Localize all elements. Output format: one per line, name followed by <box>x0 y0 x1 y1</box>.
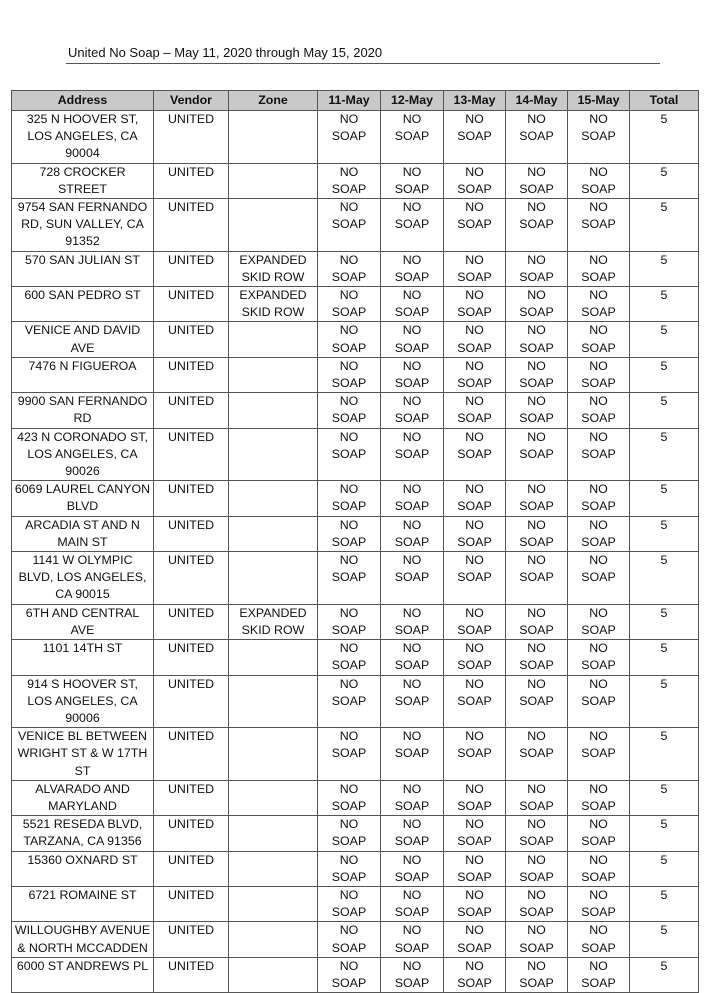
day-11-may-cell: NO SOAP <box>318 851 381 886</box>
total-cell: 5 <box>630 163 699 198</box>
header-zone: Zone <box>229 91 318 111</box>
table-row <box>12 780 699 815</box>
table-row <box>12 886 699 921</box>
address-cell: 914 S HOOVER ST, LOS ANGELES, CA 90006 <box>12 675 154 728</box>
zone-cell <box>229 957 318 992</box>
title-underline <box>66 63 660 64</box>
zone-cell <box>229 640 318 675</box>
total-cell: 5 <box>630 780 699 815</box>
day-15-may-cell: NO SOAP <box>568 111 630 164</box>
zone-cell <box>229 816 318 851</box>
total-cell: 5 <box>630 640 699 675</box>
day-15-may-cell: NO SOAP <box>568 604 630 639</box>
day-14-may-cell: NO SOAP <box>506 357 568 392</box>
address-cell: 15360 OXNARD ST <box>12 851 154 886</box>
day-12-may-cell: NO SOAP <box>381 640 444 675</box>
day-13-may-cell: NO SOAP <box>444 728 506 781</box>
day-13-may-cell: NO SOAP <box>444 199 506 252</box>
table-row <box>12 640 699 675</box>
day-11-may-cell: NO SOAP <box>318 393 381 428</box>
table-row <box>12 428 699 481</box>
table-row <box>12 481 699 516</box>
address-cell: 423 N CORONADO ST, LOS ANGELES, CA 90026 <box>12 428 154 481</box>
table-header-row <box>12 91 699 111</box>
day-15-may-cell: NO SOAP <box>568 428 630 481</box>
vendor-cell: UNITED <box>154 163 229 198</box>
zone-cell <box>229 728 318 781</box>
day-14-may-cell: NO SOAP <box>506 111 568 164</box>
day-13-may-cell: NO SOAP <box>444 357 506 392</box>
total-cell: 5 <box>630 886 699 921</box>
address-cell: 570 SAN JULIAN ST <box>12 251 154 286</box>
day-11-may-cell: NO SOAP <box>318 604 381 639</box>
zone-cell: EXPANDED SKID ROW <box>229 604 318 639</box>
day-14-may-cell: NO SOAP <box>506 428 568 481</box>
day-14-may-cell: NO SOAP <box>506 957 568 992</box>
day-15-may-cell: NO SOAP <box>568 287 630 322</box>
day-15-may-cell: NO SOAP <box>568 640 630 675</box>
day-13-may-cell: NO SOAP <box>444 251 506 286</box>
total-cell: 5 <box>630 957 699 992</box>
day-15-may-cell: NO SOAP <box>568 357 630 392</box>
day-15-may-cell: NO SOAP <box>568 481 630 516</box>
vendor-cell: UNITED <box>154 251 229 286</box>
table-row <box>12 393 699 428</box>
day-14-may-cell: NO SOAP <box>506 481 568 516</box>
table-row <box>12 957 699 992</box>
header-11-may: 11-May <box>318 91 381 111</box>
day-15-may-cell: NO SOAP <box>568 675 630 728</box>
zone-cell <box>229 886 318 921</box>
day-14-may-cell: NO SOAP <box>506 604 568 639</box>
day-13-may-cell: NO SOAP <box>444 322 506 357</box>
total-cell: 5 <box>630 516 699 551</box>
day-13-may-cell: NO SOAP <box>444 886 506 921</box>
day-12-may-cell: NO SOAP <box>381 322 444 357</box>
header-14-may: 14-May <box>506 91 568 111</box>
address-cell: WILLOUGHBY AVENUE & NORTH MCCADDEN <box>12 922 154 957</box>
table-row <box>12 516 699 551</box>
day-12-may-cell: NO SOAP <box>381 728 444 781</box>
zone-cell <box>229 552 318 605</box>
day-12-may-cell: NO SOAP <box>381 393 444 428</box>
table-body <box>12 111 699 993</box>
day-12-may-cell: NO SOAP <box>381 851 444 886</box>
day-15-may-cell: NO SOAP <box>568 957 630 992</box>
address-cell: VENICE AND DAVID AVE <box>12 322 154 357</box>
day-11-may-cell: NO SOAP <box>318 428 381 481</box>
day-11-may-cell: NO SOAP <box>318 552 381 605</box>
vendor-cell: UNITED <box>154 393 229 428</box>
day-12-may-cell: NO SOAP <box>381 428 444 481</box>
day-15-may-cell: NO SOAP <box>568 780 630 815</box>
vendor-cell: UNITED <box>154 516 229 551</box>
day-11-may-cell: NO SOAP <box>318 322 381 357</box>
table-row <box>12 357 699 392</box>
header-vendor: Vendor <box>154 91 229 111</box>
day-14-may-cell: NO SOAP <box>506 163 568 198</box>
zone-cell <box>229 922 318 957</box>
zone-cell: EXPANDED SKID ROW <box>229 287 318 322</box>
day-13-may-cell: NO SOAP <box>444 163 506 198</box>
address-cell: 9900 SAN FERNANDO RD <box>12 393 154 428</box>
header-13-may: 13-May <box>444 91 506 111</box>
address-cell: VENICE BL BETWEEN WRIGHT ST & W 17TH ST <box>12 728 154 781</box>
zone-cell <box>229 199 318 252</box>
address-cell: ARCADIA ST AND N MAIN ST <box>12 516 154 551</box>
day-13-may-cell: NO SOAP <box>444 481 506 516</box>
day-11-may-cell: NO SOAP <box>318 728 381 781</box>
day-15-may-cell: NO SOAP <box>568 728 630 781</box>
day-12-may-cell: NO SOAP <box>381 199 444 252</box>
day-11-may-cell: NO SOAP <box>318 199 381 252</box>
address-cell: 1101 14TH ST <box>12 640 154 675</box>
day-12-may-cell: NO SOAP <box>381 163 444 198</box>
day-13-may-cell: NO SOAP <box>444 552 506 605</box>
total-cell: 5 <box>630 322 699 357</box>
zone-cell: EXPANDED SKID ROW <box>229 251 318 286</box>
vendor-cell: UNITED <box>154 481 229 516</box>
table-row <box>12 675 699 728</box>
day-11-may-cell: NO SOAP <box>318 675 381 728</box>
address-cell: 6000 ST ANDREWS PL <box>12 957 154 992</box>
day-15-may-cell: NO SOAP <box>568 886 630 921</box>
address-cell: ALVARADO AND MARYLAND <box>12 780 154 815</box>
total-cell: 5 <box>630 922 699 957</box>
table-row <box>12 287 699 322</box>
day-13-may-cell: NO SOAP <box>444 780 506 815</box>
day-14-may-cell: NO SOAP <box>506 816 568 851</box>
day-12-may-cell: NO SOAP <box>381 780 444 815</box>
table-row <box>12 111 699 164</box>
vendor-cell: UNITED <box>154 428 229 481</box>
day-12-may-cell: NO SOAP <box>381 481 444 516</box>
table-row <box>12 922 699 957</box>
day-13-may-cell: NO SOAP <box>444 640 506 675</box>
address-cell: 600 SAN PEDRO ST <box>12 287 154 322</box>
table-row <box>12 816 699 851</box>
day-11-may-cell: NO SOAP <box>318 357 381 392</box>
day-14-may-cell: NO SOAP <box>506 886 568 921</box>
total-cell: 5 <box>630 357 699 392</box>
table-row <box>12 199 699 252</box>
total-cell: 5 <box>630 604 699 639</box>
day-14-may-cell: NO SOAP <box>506 393 568 428</box>
table-row <box>12 728 699 781</box>
vendor-cell: UNITED <box>154 111 229 164</box>
total-cell: 5 <box>630 393 699 428</box>
day-14-may-cell: NO SOAP <box>506 640 568 675</box>
day-13-may-cell: NO SOAP <box>444 957 506 992</box>
total-cell: 5 <box>630 287 699 322</box>
day-12-may-cell: NO SOAP <box>381 251 444 286</box>
vendor-cell: UNITED <box>154 922 229 957</box>
day-13-may-cell: NO SOAP <box>444 111 506 164</box>
header-address: Address <box>12 91 154 111</box>
day-12-may-cell: NO SOAP <box>381 604 444 639</box>
header-total: Total <box>630 91 699 111</box>
day-12-may-cell: NO SOAP <box>381 516 444 551</box>
day-11-may-cell: NO SOAP <box>318 251 381 286</box>
day-14-may-cell: NO SOAP <box>506 728 568 781</box>
zone-cell <box>229 675 318 728</box>
day-15-may-cell: NO SOAP <box>568 816 630 851</box>
total-cell: 5 <box>630 816 699 851</box>
day-14-may-cell: NO SOAP <box>506 322 568 357</box>
zone-cell <box>229 481 318 516</box>
vendor-cell: UNITED <box>154 640 229 675</box>
vendor-cell: UNITED <box>154 287 229 322</box>
day-12-may-cell: NO SOAP <box>381 816 444 851</box>
day-11-may-cell: NO SOAP <box>318 516 381 551</box>
day-15-may-cell: NO SOAP <box>568 199 630 252</box>
zone-cell <box>229 780 318 815</box>
day-14-may-cell: NO SOAP <box>506 287 568 322</box>
day-14-may-cell: NO SOAP <box>506 851 568 886</box>
total-cell: 5 <box>630 251 699 286</box>
day-13-may-cell: NO SOAP <box>444 516 506 551</box>
day-14-may-cell: NO SOAP <box>506 780 568 815</box>
day-11-may-cell: NO SOAP <box>318 780 381 815</box>
day-15-may-cell: NO SOAP <box>568 516 630 551</box>
table-row <box>12 322 699 357</box>
address-cell: 5521 RESEDA BLVD, TARZANA, CA 91356 <box>12 816 154 851</box>
header-15-may: 15-May <box>568 91 630 111</box>
day-14-may-cell: NO SOAP <box>506 675 568 728</box>
zone-cell <box>229 851 318 886</box>
day-11-may-cell: NO SOAP <box>318 922 381 957</box>
day-15-may-cell: NO SOAP <box>568 393 630 428</box>
day-12-may-cell: NO SOAP <box>381 957 444 992</box>
day-12-may-cell: NO SOAP <box>381 675 444 728</box>
address-cell: 1141 W OLYMPIC BLVD, LOS ANGELES, CA 90015 <box>12 552 154 605</box>
vendor-cell: UNITED <box>154 816 229 851</box>
vendor-cell: UNITED <box>154 675 229 728</box>
table-row <box>12 851 699 886</box>
zone-cell <box>229 516 318 551</box>
vendor-cell: UNITED <box>154 886 229 921</box>
day-13-may-cell: NO SOAP <box>444 851 506 886</box>
total-cell: 5 <box>630 481 699 516</box>
vendor-cell: UNITED <box>154 199 229 252</box>
day-15-may-cell: NO SOAP <box>568 851 630 886</box>
day-11-may-cell: NO SOAP <box>318 816 381 851</box>
day-11-may-cell: NO SOAP <box>318 163 381 198</box>
vendor-cell: UNITED <box>154 552 229 605</box>
day-15-may-cell: NO SOAP <box>568 322 630 357</box>
day-13-may-cell: NO SOAP <box>444 287 506 322</box>
day-13-may-cell: NO SOAP <box>444 675 506 728</box>
day-15-may-cell: NO SOAP <box>568 163 630 198</box>
day-14-may-cell: NO SOAP <box>506 516 568 551</box>
day-13-may-cell: NO SOAP <box>444 393 506 428</box>
day-15-may-cell: NO SOAP <box>568 922 630 957</box>
total-cell: 5 <box>630 552 699 605</box>
day-14-may-cell: NO SOAP <box>506 922 568 957</box>
day-13-may-cell: NO SOAP <box>444 922 506 957</box>
day-15-may-cell: NO SOAP <box>568 552 630 605</box>
vendor-cell: UNITED <box>154 357 229 392</box>
day-11-may-cell: NO SOAP <box>318 886 381 921</box>
zone-cell <box>229 163 318 198</box>
day-12-may-cell: NO SOAP <box>381 287 444 322</box>
day-13-may-cell: NO SOAP <box>444 816 506 851</box>
document-title: United No Soap – May 11, 2020 through May 15, 2020 <box>68 45 383 60</box>
zone-cell <box>229 428 318 481</box>
vendor-cell: UNITED <box>154 957 229 992</box>
table-row <box>12 251 699 286</box>
day-11-may-cell: NO SOAP <box>318 957 381 992</box>
day-11-may-cell: NO SOAP <box>318 481 381 516</box>
day-13-may-cell: NO SOAP <box>444 604 506 639</box>
vendor-cell: UNITED <box>154 604 229 639</box>
day-12-may-cell: NO SOAP <box>381 357 444 392</box>
soap-report-table <box>11 90 699 993</box>
day-12-may-cell: NO SOAP <box>381 922 444 957</box>
day-11-may-cell: NO SOAP <box>318 287 381 322</box>
total-cell: 5 <box>630 728 699 781</box>
total-cell: 5 <box>630 111 699 164</box>
total-cell: 5 <box>630 199 699 252</box>
vendor-cell: UNITED <box>154 322 229 357</box>
zone-cell <box>229 322 318 357</box>
table-row <box>12 163 699 198</box>
zone-cell <box>229 357 318 392</box>
address-cell: 6721 ROMAINE ST <box>12 886 154 921</box>
vendor-cell: UNITED <box>154 728 229 781</box>
zone-cell <box>229 393 318 428</box>
day-15-may-cell: NO SOAP <box>568 251 630 286</box>
address-cell: 9754 SAN FERNANDO RD, SUN VALLEY, CA 91352 <box>12 199 154 252</box>
vendor-cell: UNITED <box>154 851 229 886</box>
header-12-may: 12-May <box>381 91 444 111</box>
address-cell: 728 CROCKER STREET <box>12 163 154 198</box>
total-cell: 5 <box>630 428 699 481</box>
table-row <box>12 552 699 605</box>
address-cell: 7476 N FIGUEROA <box>12 357 154 392</box>
address-cell: 6TH AND CENTRAL AVE <box>12 604 154 639</box>
day-14-may-cell: NO SOAP <box>506 251 568 286</box>
vendor-cell: UNITED <box>154 780 229 815</box>
zone-cell <box>229 111 318 164</box>
day-13-may-cell: NO SOAP <box>444 428 506 481</box>
total-cell: 5 <box>630 675 699 728</box>
day-12-may-cell: NO SOAP <box>381 552 444 605</box>
total-cell: 5 <box>630 851 699 886</box>
day-12-may-cell: NO SOAP <box>381 886 444 921</box>
day-14-may-cell: NO SOAP <box>506 199 568 252</box>
address-cell: 325 N HOOVER ST, LOS ANGELES, CA 90004 <box>12 111 154 164</box>
table-row <box>12 604 699 639</box>
day-11-may-cell: NO SOAP <box>318 640 381 675</box>
day-12-may-cell: NO SOAP <box>381 111 444 164</box>
day-11-may-cell: NO SOAP <box>318 111 381 164</box>
address-cell: 6069 LAUREL CANYON BLVD <box>12 481 154 516</box>
day-14-may-cell: NO SOAP <box>506 552 568 605</box>
